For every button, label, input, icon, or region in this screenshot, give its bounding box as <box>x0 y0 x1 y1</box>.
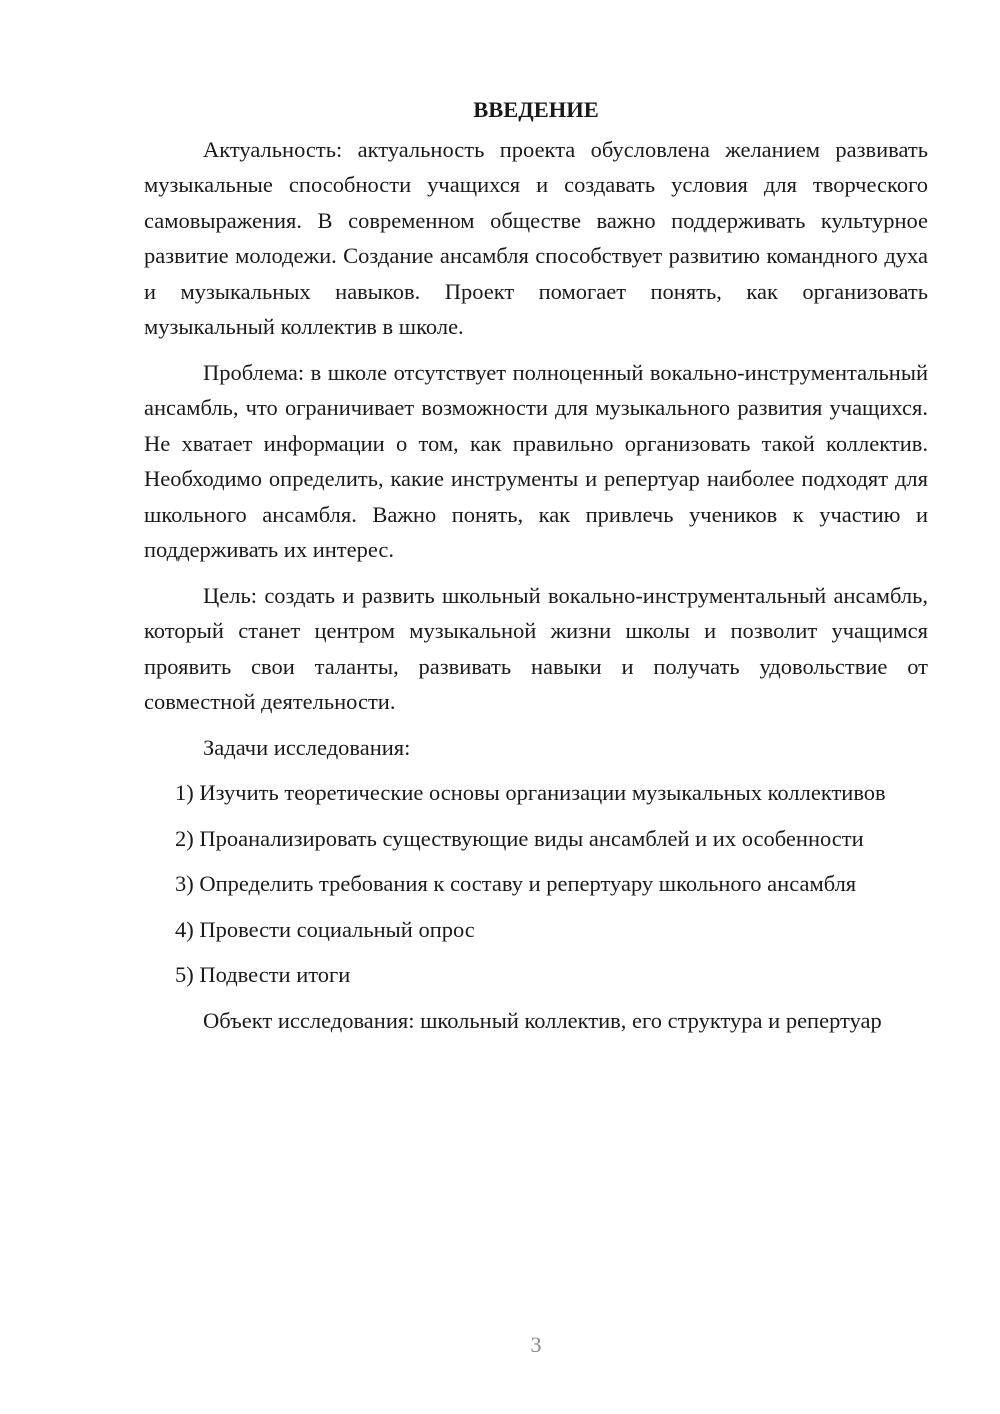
task-item-2: 2) Проанализировать существующие виды ансамблей и их особенности <box>175 825 864 851</box>
goal-paragraph: Цель: создать и развить школьный вокально-инструментальный ансамбль, который станет центром музыкальной жизни школы и позволит учащимся проявить свои таланты, развивать навыки и получать удовольствие от совместной деятельности. <box>144 582 928 714</box>
relevance-paragraph: Актуальность: актуальность проекта обусловлена желанием развивать музыкальные способности учащихся и создавать условия для творческого самовыражения. В современном обществе важно поддерживать культурное развитие молодежи. Создание ансамбля способствует развитию командного духа и музыкальных навыков. Проект помогает понять, как организовать музыкальный коллектив в школе. <box>144 136 928 339</box>
section-title: ВВЕДЕНИЕ <box>473 97 599 122</box>
task-item-1: 1) Изучить теоретические основы организации музыкальных коллективов <box>175 780 886 805</box>
page-number: 3 <box>530 1332 542 1357</box>
task-item-4: 4) Провести социальный опрос <box>175 916 475 942</box>
page-content <box>144 92 928 1048</box>
tasks-heading: Задачи исследования: <box>203 734 411 760</box>
task-item-3: 3) Определить требования к составу и репертуару школьного ансамбля <box>175 871 857 896</box>
problem-paragraph: Проблема: в школе отсутствует полноценный вокально-инструментальный ансамбль, что ограничивает возможности для музыкального развития учащихся. Не хватает информации о том, как правильно организовать такой коллектив. Необходимо определить, какие инструменты и репертуар наиболее подходят для школьного ансамбля. Важно понять, как привлечь учеников к участию и поддерживать их интерес. <box>144 359 928 562</box>
object-paragraph: Объект исследования: школьный коллектив, его структура и репертуар <box>203 1007 882 1033</box>
task-item-5: 5) Подвести итоги <box>175 962 351 987</box>
